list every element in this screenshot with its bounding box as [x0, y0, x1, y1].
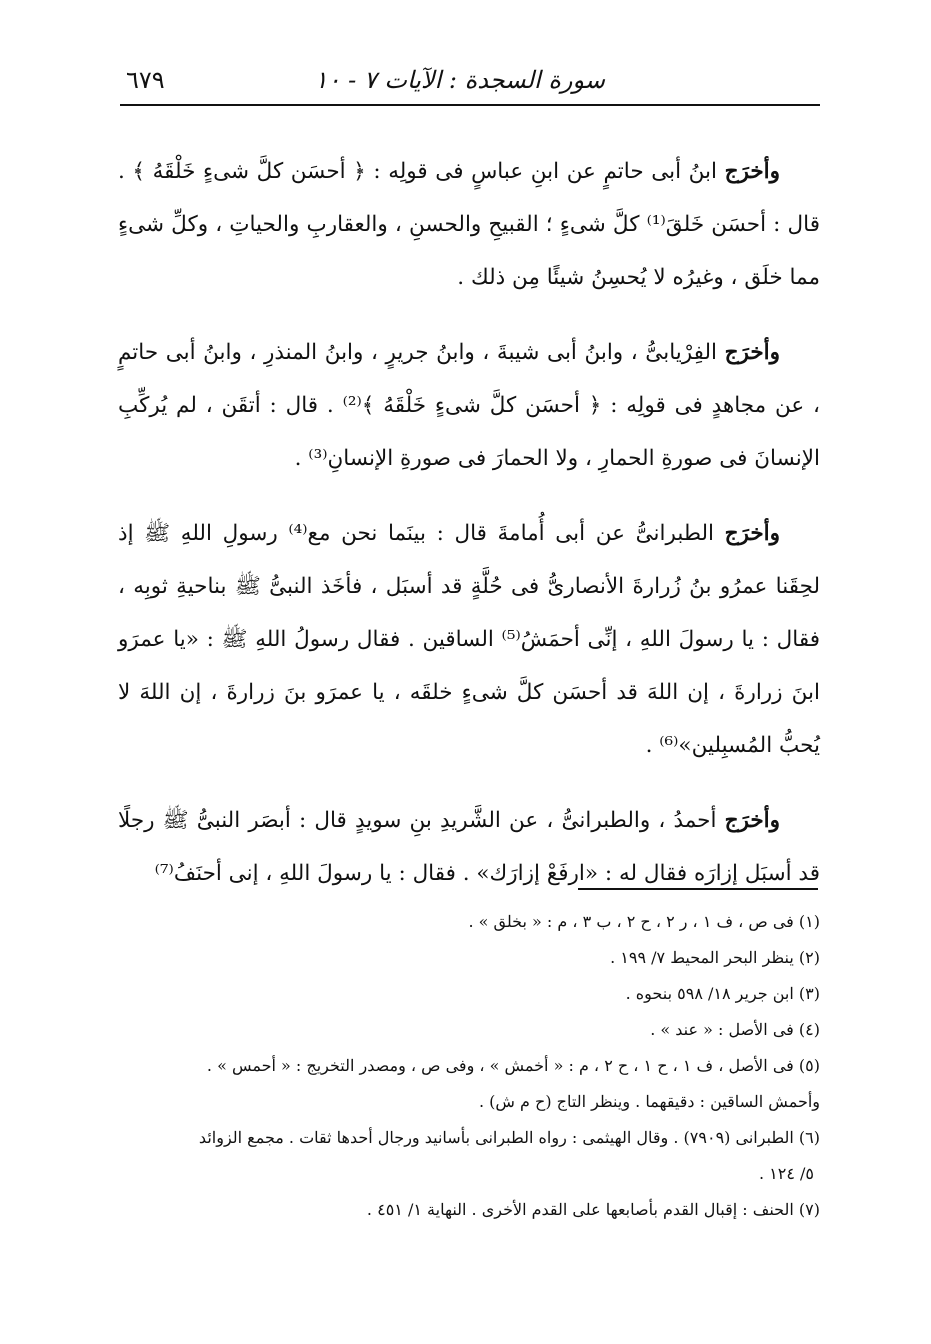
paragraph-lead: وأخرَج	[724, 340, 780, 365]
footnote-7: (٧) الحنف : إقبال القدم بأصابعها على القدم الأخرى . النهاية ١/ ٤٥١ .	[366, 1200, 820, 1219]
footnote-5: (٥) فى الأصل ، ف ١ ، ح ١ ، ح ٢ ، م : « أخمش » ، وفى ص ، ومصدر التخريج : « أحمس » .	[206, 1056, 820, 1075]
paragraph-2	[118, 326, 820, 485]
footnote-6-continuation: ٥/ ١٢٤ .	[758, 1164, 814, 1183]
paragraph-text: الطبرانىُّ عن أبى أُمامةَ قال : بينَما نحن مع⁽⁴⁾ رسولِ اللهِ ﷺ إذ لحِقَنا عمرُو بنُ زُرارةَ الأنصارىُّ فى حُلَّةٍ قد أسبَل ، فأخَذ النبىُّ ﷺ بناحيةِ ثوبِه ، فقال : يا رسولَ اللهِ ، إنِّى أحمَشُ⁽⁵⁾ الساقين . فقال رسولُ اللهِ ﷺ : «يا عمرَو ابنَ زرارةَ ، إن اللهَ قد أحسَن كلَّ شىءٍ خلقَه ، يا عمرَو بنَ زرارةَ ، إن اللهَ لا يُحبُّ المُسبِلين»⁽⁶⁾ .	[118, 521, 820, 758]
footnote-6: (٦) الطبرانى (٧٩٠٩) . وقال الهيثمى : رواه الطبرانى بأسانيد ورجال أحدها ثقات . مجمع الزوائد	[198, 1128, 820, 1147]
paragraph-lead: وأخرَج	[724, 521, 781, 546]
footnote-5-continuation: وأحمش الساقين : دقيقهما . وينظر التاج (ح م ش) .	[478, 1092, 820, 1111]
paragraph-1	[118, 145, 820, 304]
body-text	[118, 145, 820, 900]
footnote-separator	[578, 888, 818, 890]
footnote-1: (١) فى ص ، ف ١ ، ر ٢ ، ح ٢ ، ب ٣ ، م : « بخلق » .	[468, 912, 820, 931]
paragraph-lead: وأخرَج	[724, 808, 780, 833]
footnote-3: (٣) ابن جرير ١٨/ ٥٩٨ بنحوه .	[625, 984, 820, 1003]
paragraph-text: ابنُ أبى حاتمٍ عن ابنِ عباسٍ فى قولِه : ﴿ أحسَن كلَّ شىءٍ خَلْقَهُ ﴾ . قال : أحسَن خَلقَ⁽¹⁾ كلَّ شىءٍ ؛ القبيحِ والحسنِ ، والعقاربِ والحياتِ ، وكلِّ شىءٍ مما خلَق ، وغيرُه لا يُحسِنُ شيئًا مِن ذلك .	[118, 159, 820, 290]
paragraph-4	[118, 794, 820, 900]
footnotes	[118, 904, 820, 1228]
paragraph-text: أحمدُ ، والطبرانىُّ ، عن الشَّريدِ بنِ سويدٍ قال : أبصَر النبىُّ ﷺ رجلًا قد أسبَل إزارَه فقال له : «ارفَعْ إزارَك» . فقال : يا رسولَ اللهِ ، إنى أحنَفُ⁽⁷⁾	[118, 808, 820, 886]
footnote-4: (٤) فى الأصل : « عند » .	[650, 1020, 820, 1039]
page-number: ٦٧٩	[126, 66, 165, 94]
running-head: سورة السجدة : الآيات ٧ - ١٠	[314, 66, 605, 94]
paragraph-3	[118, 507, 820, 772]
paragraph-lead: وأخرَج	[724, 159, 780, 184]
header-rule	[120, 104, 820, 106]
paragraph-text: الفِرْيابىُّ ، وابنُ أبى شيبةَ ، وابنُ جريرٍ ، وابنُ المنذرِ ، وابنُ أبى حاتمٍ ، عن مجاهدٍ فى قولِه : ﴿ أحسَن كلَّ شىءٍ خَلْقَهُ ﴾⁽²⁾ . قال : أتقَن ، لم يُركِّبِ الإنسانَ فى صورةِ الحمارِ ، ولا الحمارَ فى صورةِ الإنسانِ⁽³⁾ .	[118, 340, 820, 471]
page-header	[120, 62, 820, 106]
footnote-2: (٢) ينظر البحر المحيط ٧/ ١٩٩ .	[610, 948, 820, 967]
